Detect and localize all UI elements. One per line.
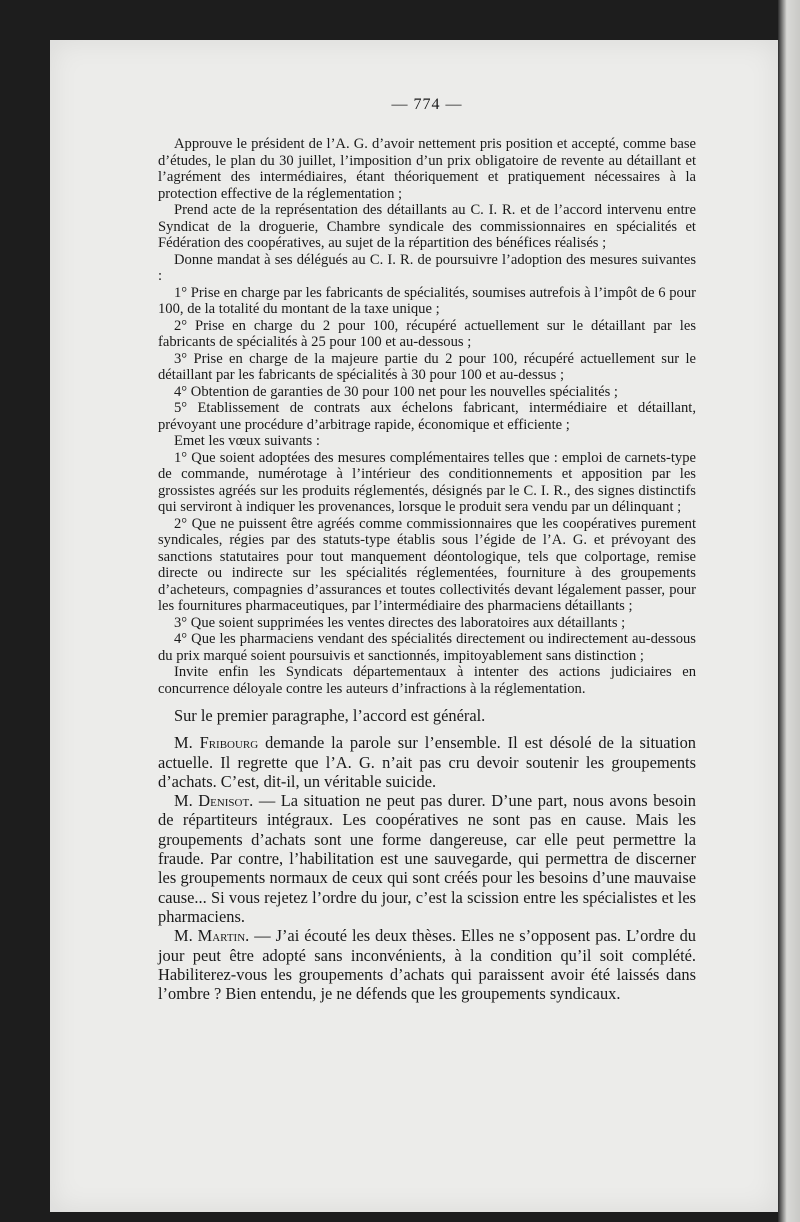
paragraph-emet-voeux: Emet les vœux suivants : xyxy=(174,433,320,449)
speaker-martin: M. Martin. xyxy=(174,926,250,946)
page-edge xyxy=(778,0,800,1222)
debate-martin xyxy=(158,926,696,1003)
measure-2: 2° Prise en charge du 2 pour 100, récupéré actuellement sur le détaillant par les fabricants de spécialités à 25 pour 100 et au-dessous ; xyxy=(158,317,696,350)
measure-3: 3° Prise en charge de la majeure partie du 2 pour 100, récupéré actuellement sur le détaillant par les fabricants de spécialités à 30 pour 100 et au-dessus ; xyxy=(158,350,696,383)
debate-text xyxy=(158,706,696,1003)
resolution-text xyxy=(158,136,696,697)
debate-denisot xyxy=(158,791,696,926)
debate-premier-paragraphe xyxy=(158,706,696,725)
paragraph-approuve: Approuve le président de l’A. G. d’avoir nettement pris position et accepté, comme base d’études, le plan du 30 juillet, l’imposition d’un prix obligatoire de revente au détaillant et l’agrément des intermédiaires, étant théoriquement et pratiquement nécessaires à la protection effective de la réglementation ; xyxy=(158,136,696,202)
paragraph-invite: Invite enfin les Syndicats départementaux à intenter des actions judiciaires en concurrence déloyale contre les auteurs d’infractions à la réglementation. xyxy=(158,664,696,697)
wish-3: 3° Que soient supprimées les ventes directes des laboratoires aux détaillants ; xyxy=(174,614,626,631)
wish-4: 4° Que les pharmaciens vendant des spécialités directement ou indirectement au-dessous du prix marqué soient poursuivis et sanctionnés, impitoyablement sans distinction ; xyxy=(158,631,696,664)
paragraph-donne-mandat: Donne mandat à ses délégués au C. I. R. de poursuivre l’adoption des mesures suivantes : xyxy=(158,251,696,284)
speaker-denisot: M. Denisot. xyxy=(174,791,254,811)
debate-fribourg xyxy=(158,733,696,791)
speaker-fribourg: M. Fribourg xyxy=(174,733,259,753)
debate-text-0: Sur le premier paragraphe, l’accord est général. xyxy=(174,706,486,725)
wish-1: 1° Que soient adoptées des mesures complémentaires telles que : emploi de carnets-type de commande, numérotage à l’intérieur des conditionnements et apposition par les grossistes agréés sur les produits réglementés, désignés par le C. I. R., des signes distinctifs qui serviront à indiquer les provenances, lorsque le produit sera vendu par un délinquant ; xyxy=(158,449,696,515)
wish-2: 2° Que ne puissent être agréés comme commissionnaires que les coopératives purement syndicales, régies par des statuts-type établis sous l’égide de l’A. G. et prévoyant des sanctions statutaires pour tout manquement déontologique, tels que colportage, remise directe ou indirecte sur les spécialités réglementées, fourniture à des groupements d’acheteurs, compagnies d’assurances et toutes collectivités devant légalement passer, pour les fournitures pharmaceutiques, par l’intermédiaire des pharmaciens détaillants ; xyxy=(158,515,696,614)
debate-text-3: — J’ai écouté les deux thèses. Elles ne s’opposent pas. L’ordre du jour peut être adopté sans inconvénients, à la condition qu’il soit complété. Habiliterez-vous les groupements d’achats qui paraissent avoir été laissés dans l’ombre ? Bien entendu, je ne défends que les groupements syndicaux. xyxy=(158,926,697,1004)
page-number: — 774 — xyxy=(391,96,463,113)
paragraph-prend-acte: Prend acte de la représentation des détaillants au C. I. R. et de l’accord intervenu entre Syndicat de la droguerie, Chambre syndicale des commissionnaires en spécialités et Fédération des coopératives, au sujet de la répartition des bénéfices réalisés ; xyxy=(158,202,696,251)
page-content xyxy=(158,96,696,1003)
measure-5: 5° Etablissement de contrats aux échelons fabricant, intermédiaire et détaillant, prévoyant une procédure d’arbitrage rapide, économique et efficiente ; xyxy=(158,400,696,433)
debate-text-1: demande la parole sur l’ensemble. Il est désolé de la situation actuelle. Il regrette que l’A. G. n’ait pas cru devoir soutenir les groupements d’achats. C’est, dit-il, un véritable suicide. xyxy=(158,733,696,791)
measure-4: 4° Obtention de garanties de 30 pour 100 net pour les nouvelles spécialités ; xyxy=(174,383,618,400)
measure-1: 1° Prise en charge par les fabricants de spécialités, soumises autrefois à l’impôt de 6 pour 100, de la totalité du montant de la taxe unique ; xyxy=(158,284,696,317)
debate-text-2: — La situation ne peut pas durer. D’une part, nous avons besoin de répartiteurs intégraux. Les coopératives ne sont pas en cause. Mais les groupements d’achats sont une forme dangereuse, car elle peut permettre la fraude. Par contre, l’habilitation est une sauvegarde, qui permettra de discerner les groupements normaux de ceux qui sont créés pour les besoins d’une mauvaise cause... Si vous rejetez l’ordre du jour, c’est la scission entre les spécialistes et les pharmaciens. xyxy=(158,791,697,926)
